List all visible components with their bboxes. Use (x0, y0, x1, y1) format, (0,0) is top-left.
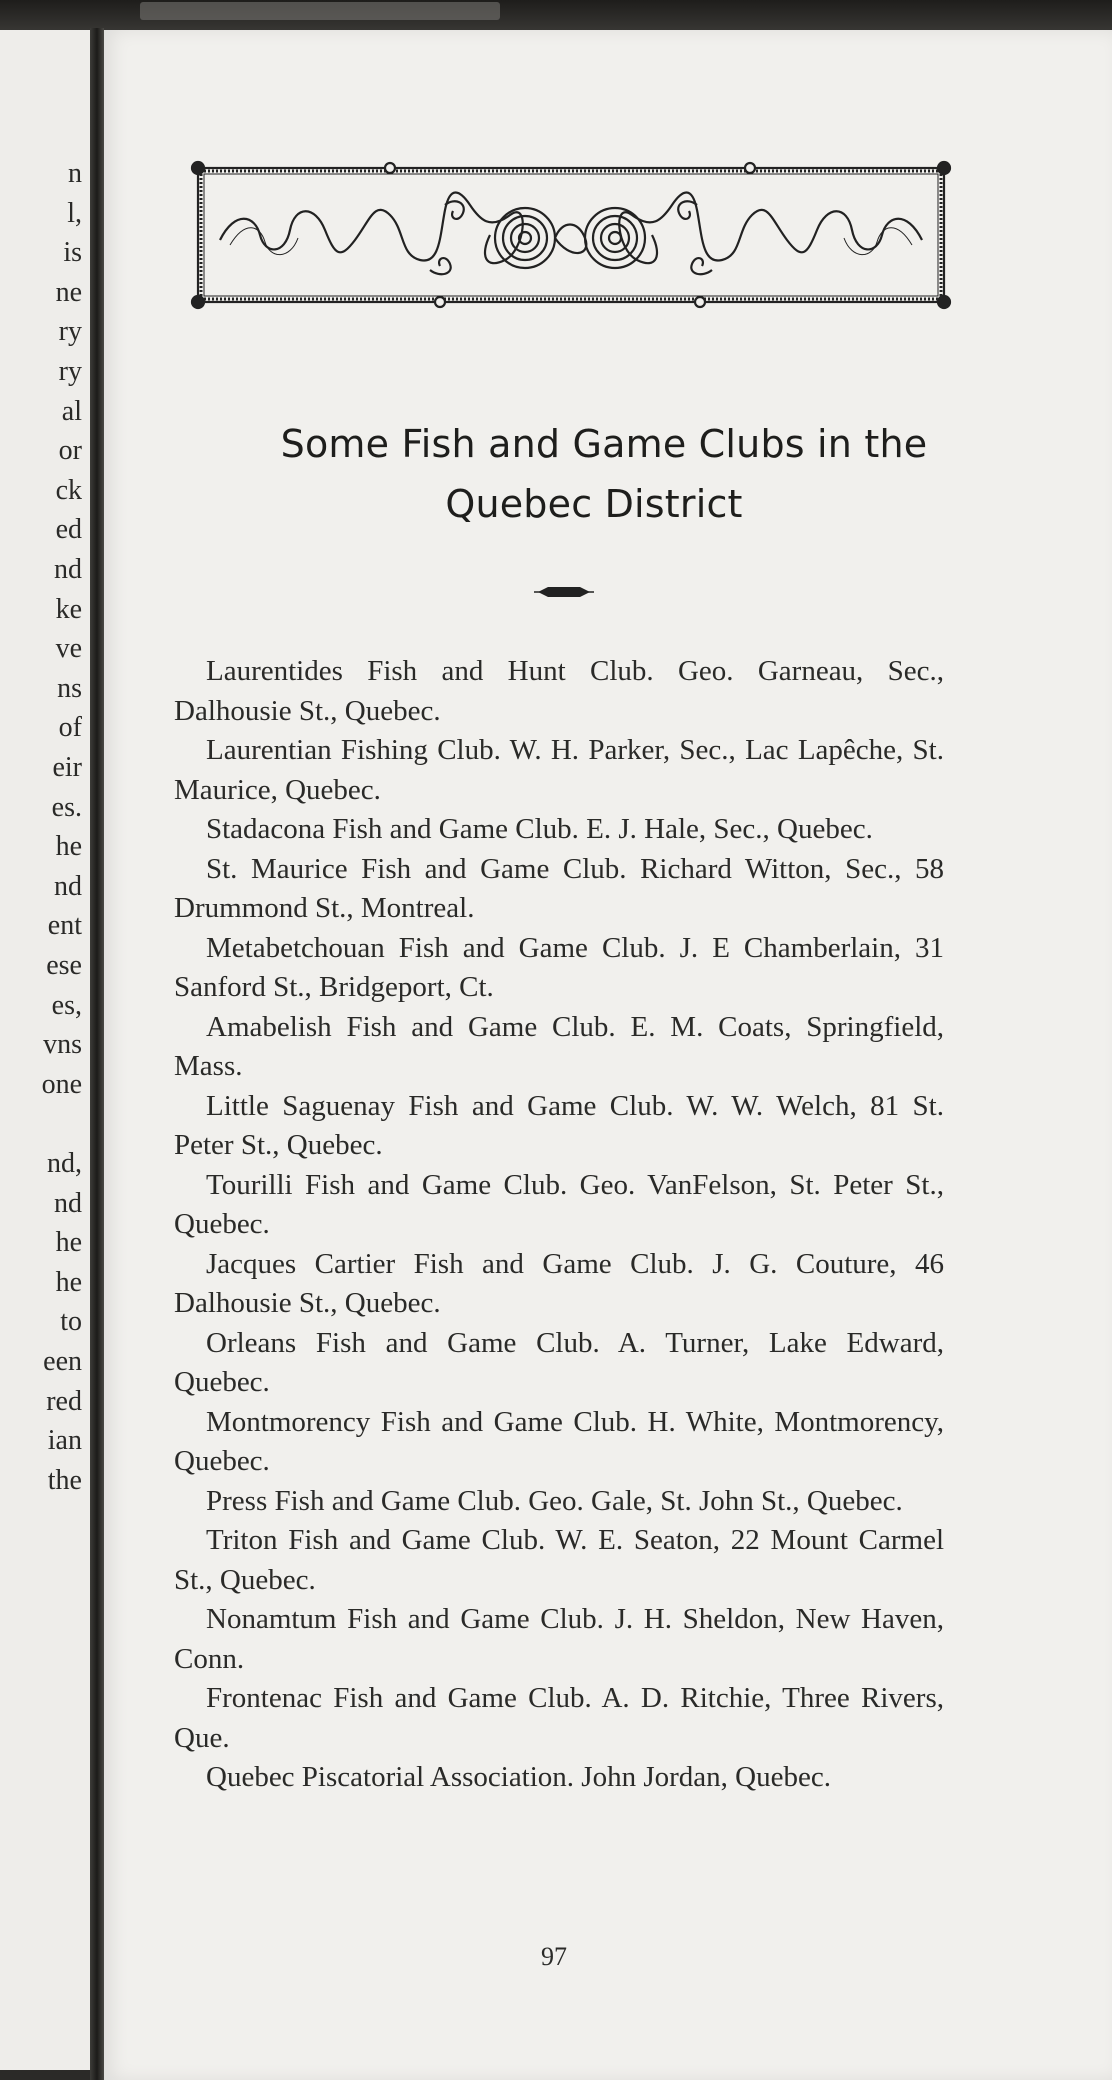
left-page-fragment: ck (55, 474, 82, 506)
left-page-fragment: red (46, 1385, 82, 1417)
club-entry: Laurentian Fishing Club. W. H. Parker, Sec., Lac Lapêche, St. Maurice, Quebec. (174, 734, 944, 806)
scroll-ornament-icon (190, 160, 952, 310)
left-page-fragment: ed (55, 514, 82, 546)
club-entry: Press Fish and Game Club. Geo. Gale, St. John St., Quebec. (206, 1484, 903, 1517)
left-page-fragment: of (58, 712, 82, 744)
left-page-fragment: or (58, 435, 82, 467)
left-page-fragment: nd (54, 1187, 82, 1219)
left-page-fragment: eir (52, 752, 82, 783)
left-page-fragment: al (61, 395, 82, 427)
dash-ornament-icon (534, 584, 594, 600)
left-page-fragment: ve (55, 633, 82, 665)
left-page-fragment: vns (43, 1029, 82, 1061)
left-page-fragment: ese (46, 950, 82, 981)
left-page-fragment: ns (57, 672, 82, 704)
left-page-fragment: nd (54, 870, 82, 902)
club-entry: Quebec Piscatorial Association. John Jordan, Quebec. (206, 1761, 831, 1793)
left-page-fragment: ian (47, 1425, 82, 1457)
left-page-fragment: een (43, 1346, 82, 1377)
left-page-fragment: n (68, 158, 82, 189)
club-entry: Stadacona Fish and Game Club. E. J. Hale, Sec., Quebec. (206, 813, 873, 845)
left-page-fragment: ke (55, 593, 82, 625)
club-entry: St. Maurice Fish and Game Club. Richard Witton, Sec., 58 Drummond St., Montreal. (174, 852, 944, 924)
left-page-fragment: l, (67, 197, 82, 229)
book-gutter (90, 28, 104, 2080)
club-entry: Nonamtum Fish and Game Club. J. H. Sheldon, New Haven, Conn. (174, 1603, 944, 1675)
club-entry: Amabelish Fish and Game Club. E. M. Coats, Springfield, Mass. (174, 1010, 944, 1082)
page-number: 97 (541, 1942, 567, 1971)
club-entry: Jacques Cartier Fish and Game Club. J. G. Couture, 46 Dalhousie St., Quebec. (174, 1247, 944, 1319)
club-entry: Tourilli Fish and Game Club. Geo. VanFelson, St. Peter St., Quebec. (174, 1168, 944, 1240)
club-entry: Metabetchouan Fish and Game Club. J. E Chamberlain, 31 Sanford St., Bridgeport, Ct. (174, 931, 944, 1003)
left-page-fragment: he (55, 1227, 82, 1259)
club-entry: Montmorency Fish and Game Club. H. White, Montmorency, Quebec. (174, 1405, 944, 1477)
left-page-fragment: es, (51, 989, 82, 1021)
left-page-fragment: nd (54, 554, 82, 585)
left-page-fragment: one (41, 1068, 82, 1100)
club-entry: Triton Fish and Game Club. W. E. Seaton, 22 Mount Carmel St., Quebec. (174, 1524, 944, 1596)
left-page-fragment: nd, (47, 1148, 82, 1179)
left-page-fragment: to (60, 1306, 82, 1338)
left-page-fragment: he (55, 831, 82, 863)
page (104, 30, 1112, 2080)
left-page-fragment: the (47, 1464, 82, 1496)
left-page-fragment: ent (47, 910, 82, 942)
previous-page-edge (0, 30, 90, 2070)
left-page-fragment: es. (51, 791, 82, 823)
club-entry: Laurentides Fish and Hunt Club. Geo. Garneau, Sec., Dalhousie St., Quebec. (174, 655, 944, 727)
left-page-fragment: he (55, 1266, 82, 1298)
club-entry: Frontenac Fish and Game Club. A. D. Ritchie, Three Rivers, Que. (174, 1682, 944, 1754)
left-page-fragment: is (63, 237, 82, 269)
top-edge (0, 0, 1112, 34)
left-page-fragment: ry (58, 316, 82, 348)
left-page-fragment: ry (58, 356, 82, 387)
page-title-line-1: Some Fish and Game Clubs in the (280, 422, 928, 466)
club-entry: Orleans Fish and Game Club. A. Turner, Lake Edward, Quebec. (174, 1326, 944, 1398)
left-page-fragment: ne (55, 276, 82, 308)
page-title-line-2: Quebec District (445, 482, 743, 526)
club-entry: Little Saguenay Fish and Game Club. W. W. Welch, 81 St. Peter St., Quebec. (174, 1089, 944, 1161)
club-list (174, 652, 944, 1798)
